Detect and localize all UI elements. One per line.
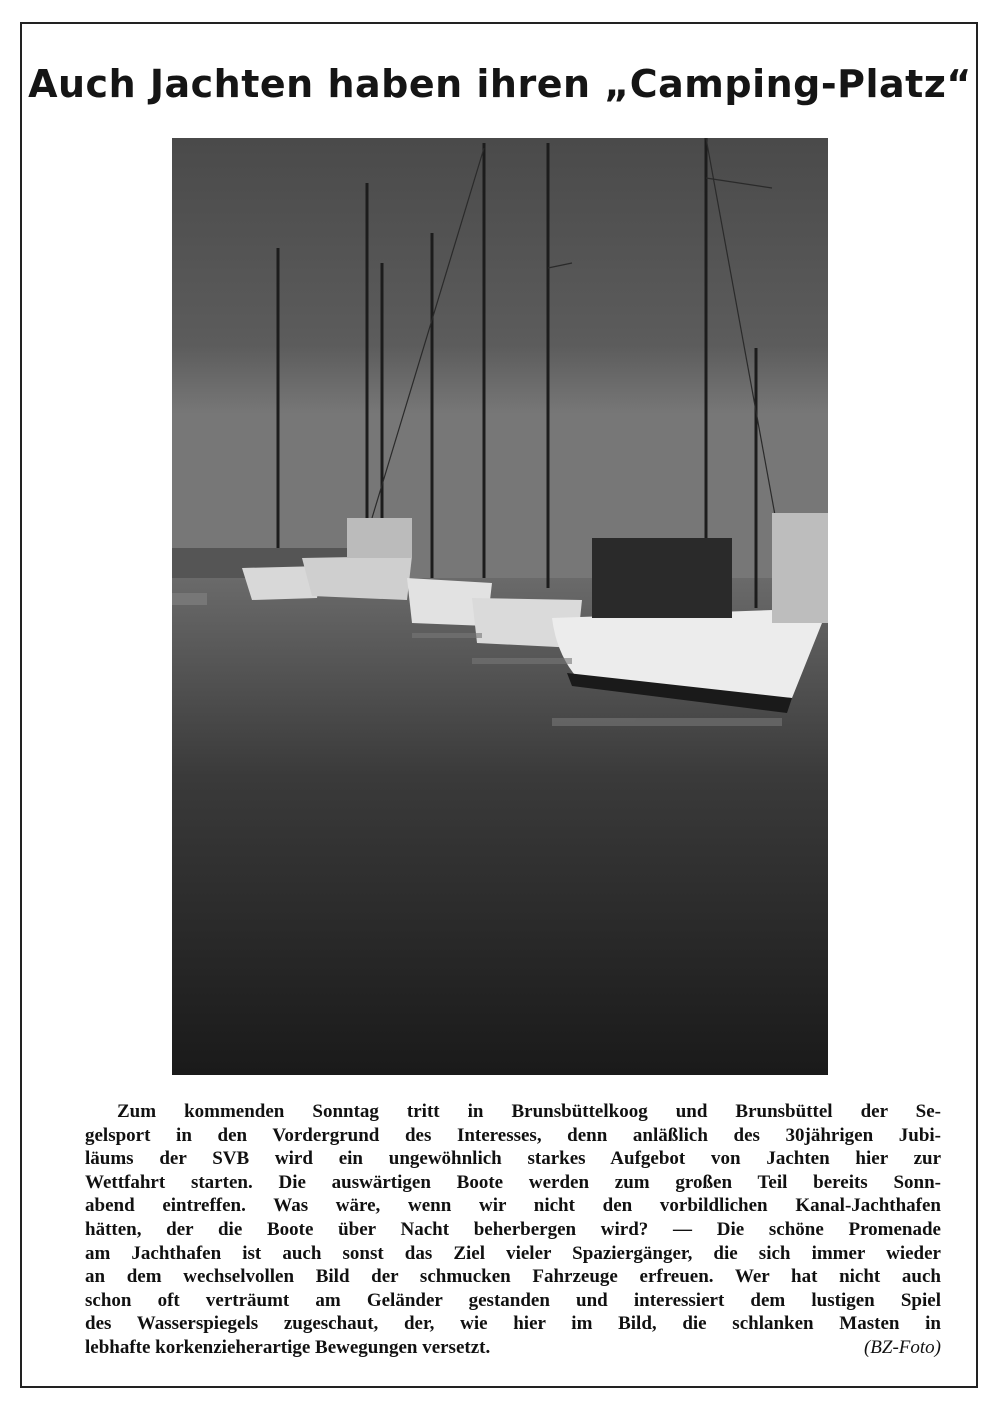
body-last-line bbox=[85, 1336, 941, 1360]
body-line: gelsport in den Vordergrund des Interesses, denn anläßlich des 30jährigen Jubi- bbox=[85, 1124, 941, 1146]
article-body bbox=[85, 1100, 941, 1360]
body-line: lebhafte korkenzieherartige Bewegungen versetzt. bbox=[85, 1336, 491, 1358]
body-line: am Jachthafen ist auch sonst das Ziel vieler Spaziergänger, die sich immer wieder bbox=[85, 1242, 941, 1264]
body-line: Wettfahrt starten. Die auswärtigen Boote werden zum großen Teil bereits Sonn- bbox=[85, 1171, 941, 1193]
body-line: hätten, der die Boote über Nacht beherbergen wird? — Die schöne Promenade bbox=[85, 1218, 941, 1240]
body-line: läums der SVB wird ein ungewöhnlich starkes Aufgebot von Jachten hier zur bbox=[85, 1148, 941, 1170]
photo-yachts-in-harbor bbox=[172, 138, 828, 1075]
photo-credit: (BZ-Foto) bbox=[863, 1336, 941, 1358]
body-line: an dem wechselvollen Bild der schmucken Fahrzeuge erfreuen. Wer hat nicht auch bbox=[85, 1266, 941, 1288]
headline: Auch Jachten haben ihren „Camping-Platz“ bbox=[28, 62, 972, 106]
body-line: schon oft verträumt am Geländer gestanden und interessiert dem lustigen Spiel bbox=[85, 1289, 941, 1311]
body-line: des Wasserspiegels zugeschaut, der, wie hier im Bild, die schlanken Masten in bbox=[85, 1313, 941, 1335]
body-line: Zum kommenden Sonntag tritt in Brunsbüttelkoog und Brunsbüttel der Se- bbox=[117, 1101, 941, 1122]
body-line: abend eintreffen. Was wäre, wenn wir nicht den vorbildlichen Kanal-Jachthafen bbox=[85, 1195, 941, 1217]
